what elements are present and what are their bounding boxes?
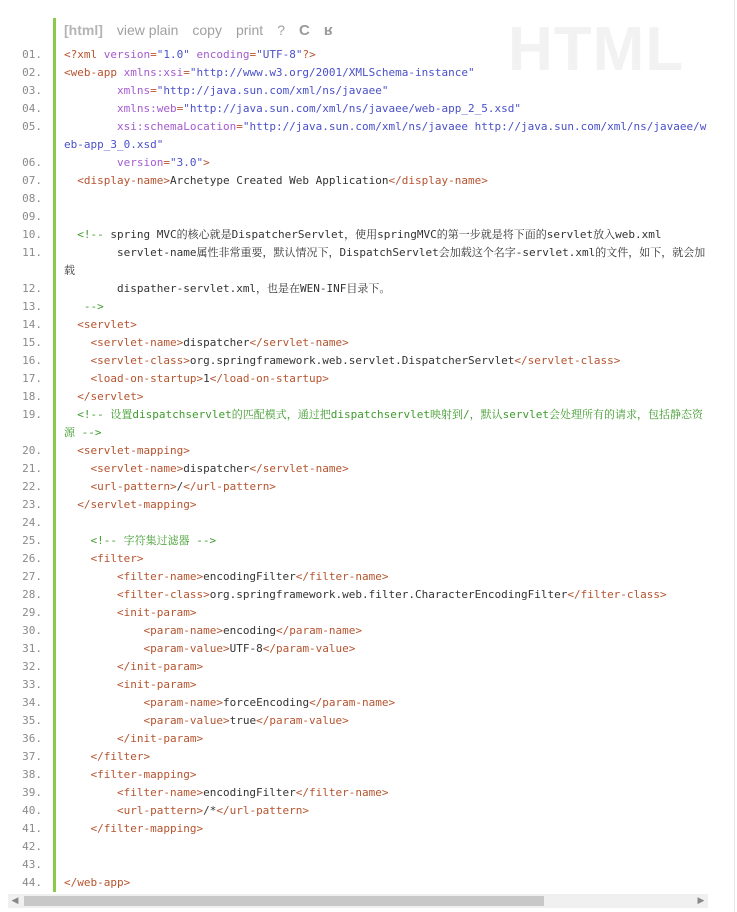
line-content xyxy=(64,226,708,244)
code-token: <url-pattern> xyxy=(90,480,177,493)
line-content xyxy=(64,172,708,190)
code-line xyxy=(0,874,708,892)
code-token: 1 xyxy=(203,372,210,385)
code-token xyxy=(64,822,91,835)
line-content xyxy=(64,676,708,694)
code-line xyxy=(0,352,708,370)
line-content xyxy=(64,658,708,676)
code-token: <display-name> xyxy=(77,174,170,187)
code-token: </display-name> xyxy=(388,174,488,187)
code-line xyxy=(0,676,708,694)
code-token: <param-value> xyxy=(143,714,230,727)
line-content xyxy=(64,730,708,748)
code-token: <servlet-class> xyxy=(90,354,190,367)
code-token: <web-app xyxy=(64,66,124,79)
line-number: 24. xyxy=(22,516,42,529)
code-token: </web-app> xyxy=(64,876,131,889)
code-token xyxy=(64,696,143,709)
code-token: "3.0" xyxy=(169,156,204,169)
scroll-right-icon[interactable]: ▶ xyxy=(697,896,705,906)
code-line xyxy=(0,334,708,352)
line-number: 17. xyxy=(22,372,42,385)
code-token xyxy=(64,588,117,601)
line-content xyxy=(64,784,708,802)
line-content xyxy=(64,334,708,352)
code-line xyxy=(0,64,708,82)
line-content xyxy=(64,64,708,82)
line-number: 02. xyxy=(22,66,42,79)
line-content xyxy=(64,388,708,406)
code-token: </servlet-mapping> xyxy=(77,498,197,511)
code-token: servlet-name属性非常重要，默认情况下，DispatchServlet会加载这个名字-servlet.xml的文件，如下，就会加载 xyxy=(64,246,706,277)
line-content xyxy=(64,532,708,550)
line-number: 15. xyxy=(22,336,42,349)
line-number: 16. xyxy=(22,354,42,367)
language-label: [html] xyxy=(64,22,103,38)
code-token: = xyxy=(150,48,157,61)
line-number: 36. xyxy=(22,732,42,745)
code-token: </param-name> xyxy=(275,624,363,637)
code-token xyxy=(64,102,117,115)
code-line xyxy=(0,298,708,316)
line-number: 03. xyxy=(22,84,42,97)
line-content xyxy=(64,370,708,388)
line-number: 25. xyxy=(22,534,42,547)
line-number: 23. xyxy=(22,498,42,511)
code-line xyxy=(0,226,708,244)
code-token xyxy=(64,480,91,493)
line-number: 28. xyxy=(22,588,42,601)
code-token: = xyxy=(183,66,190,79)
code-token: <load-on-startup> xyxy=(90,372,204,385)
code-token: xmlns:web xyxy=(116,102,177,115)
line-number: 05. xyxy=(22,120,42,133)
code-token xyxy=(64,318,77,331)
code-token xyxy=(64,606,117,619)
line-content xyxy=(64,640,708,658)
code-token: "http://java.sun.com/xml/ns/javaee/web-app_2_5.xsd" xyxy=(183,102,521,115)
code-token: </servlet-class> xyxy=(514,354,621,367)
line-content xyxy=(64,586,708,604)
code-token: xsi:schemaLocation xyxy=(116,120,237,133)
code-token xyxy=(64,408,77,421)
code-token: </servlet-name> xyxy=(249,336,349,349)
line-content xyxy=(64,748,708,766)
line-content xyxy=(64,100,708,118)
code-token: org.springframework.web.filter.CharacterEncodingFilter xyxy=(209,588,568,601)
code-line xyxy=(0,748,708,766)
line-content xyxy=(64,316,708,334)
line-number: 14. xyxy=(22,318,42,331)
line-content xyxy=(64,46,708,64)
code-line xyxy=(0,820,708,838)
code-token: version xyxy=(116,156,164,169)
code-token: true xyxy=(229,714,257,727)
code-token: <filter> xyxy=(90,552,144,565)
code-token: </filter-name> xyxy=(295,570,389,583)
code-line xyxy=(0,190,708,208)
code-token: /* xyxy=(203,804,217,817)
code-line xyxy=(0,802,708,820)
code-token: = xyxy=(150,84,157,97)
line-content xyxy=(64,298,708,316)
line-number: 01. xyxy=(22,48,42,61)
line-number: 38. xyxy=(22,768,42,781)
code-token: = xyxy=(249,48,257,61)
line-content xyxy=(64,874,708,892)
line-content xyxy=(64,550,708,568)
code-token: </init-param> xyxy=(116,732,204,745)
code-line xyxy=(0,370,708,388)
line-number: 32. xyxy=(22,660,42,673)
line-number: 30. xyxy=(22,624,42,637)
code-token xyxy=(64,660,117,673)
code-token: encoding xyxy=(196,48,250,61)
code-token: dispatcher xyxy=(183,462,250,475)
code-token: <param-value> xyxy=(143,642,230,655)
code-token: <init-param> xyxy=(116,606,197,619)
code-line xyxy=(0,838,708,856)
code-token: "http://java.sun.com/xml/ns/javaee http://java.sun.com/xml/ns/javaee/web-app_3_0.xsd" xyxy=(64,120,707,151)
copy-link[interactable]: copy xyxy=(192,22,222,38)
line-number: 12. xyxy=(22,282,42,295)
line-number: 20. xyxy=(22,444,42,457)
code-token: <?xml xyxy=(64,48,104,61)
code-token: </servlet> xyxy=(77,390,144,403)
code-token: "1.0" xyxy=(156,48,190,61)
code-toolbar xyxy=(64,20,333,40)
line-content xyxy=(64,352,708,370)
line-number: 06. xyxy=(22,156,42,169)
code-line xyxy=(0,532,708,550)
code-line xyxy=(0,640,708,658)
line-number: 43. xyxy=(22,858,42,871)
code-token: spring MVC的核心就是DispatcherServlet，使用springMVC的第一步就是将下面的servlet放入web.xml xyxy=(110,228,662,241)
horizontal-scrollbar[interactable] xyxy=(8,894,708,908)
code-token: </init-param> xyxy=(116,660,204,673)
code-token xyxy=(64,750,91,763)
code-token xyxy=(64,390,77,403)
code-token: dispatcher xyxy=(183,336,250,349)
code-token: <servlet-name> xyxy=(90,336,184,349)
code-token: = xyxy=(236,120,243,133)
code-line xyxy=(0,460,708,478)
code-token: <!-- 字符集过滤器 --> xyxy=(90,534,217,547)
code-token xyxy=(64,84,117,97)
code-token: </filter> xyxy=(90,750,151,763)
code-token xyxy=(64,624,143,637)
code-line xyxy=(0,388,708,406)
code-token: </filter-name> xyxy=(295,786,389,799)
code-token: --> xyxy=(83,300,104,313)
code-line xyxy=(0,550,708,568)
code-token: org.springframework.web.servlet.DispatcherServlet xyxy=(189,354,515,367)
code-line xyxy=(0,100,708,118)
code-block xyxy=(0,46,708,892)
code-token xyxy=(64,642,143,655)
code-line xyxy=(0,46,708,64)
code-line xyxy=(0,496,708,514)
code-token: Archetype Created Web Application xyxy=(169,174,389,187)
line-number: 42. xyxy=(22,840,42,853)
codecopy-icon[interactable]: C xyxy=(298,21,310,39)
code-token: = xyxy=(176,102,184,115)
line-number: 10. xyxy=(22,228,42,241)
code-line xyxy=(0,154,708,172)
code-token xyxy=(64,498,77,511)
code-token xyxy=(64,174,77,187)
code-token xyxy=(64,228,77,241)
code-line xyxy=(0,244,708,280)
code-token xyxy=(64,678,117,691)
code-token xyxy=(64,534,91,547)
line-content xyxy=(64,820,708,838)
code-token xyxy=(64,768,91,781)
line-number: 13. xyxy=(22,300,42,313)
code-token: </filter-class> xyxy=(567,588,667,601)
line-number: 22. xyxy=(22,480,42,493)
code-line xyxy=(0,478,708,496)
code-line xyxy=(0,694,708,712)
line-content xyxy=(64,406,708,442)
code-token: "http://java.sun.com/xml/ns/javaee" xyxy=(156,84,389,97)
line-number: 11. xyxy=(22,246,42,259)
line-number: 33. xyxy=(22,678,42,691)
code-token: <filter-name> xyxy=(116,786,204,799)
code-token xyxy=(64,552,91,565)
code-token xyxy=(64,120,117,133)
line-content xyxy=(64,604,708,622)
code-token: </url-pattern> xyxy=(216,804,310,817)
code-token: = xyxy=(163,156,170,169)
code-token: </filter-mapping> xyxy=(90,822,204,835)
code-token: <filter-mapping> xyxy=(90,768,197,781)
code-token: <servlet> xyxy=(77,318,137,331)
view-plain-link[interactable]: view plain xyxy=(116,22,179,38)
code-token: xmlns:xsi xyxy=(123,66,184,79)
scroll-thumb[interactable] xyxy=(24,896,544,906)
line-content xyxy=(64,154,708,172)
code-token: <servlet-mapping> xyxy=(77,444,190,457)
code-line xyxy=(0,712,708,730)
code-line xyxy=(0,568,708,586)
line-number: 29. xyxy=(22,606,42,619)
line-content xyxy=(64,496,708,514)
scroll-left-icon[interactable]: ◀ xyxy=(11,896,19,906)
code-token: encodingFilter xyxy=(203,570,296,583)
line-content xyxy=(64,118,708,154)
code-token: <servlet-name> xyxy=(90,462,184,475)
fork-icon[interactable]: ʁ xyxy=(323,21,333,39)
line-number: 27. xyxy=(22,570,42,583)
code-token: <!-- xyxy=(77,228,111,241)
code-token: > xyxy=(203,156,210,169)
line-number: 09. xyxy=(22,210,42,223)
code-token xyxy=(64,804,117,817)
line-content xyxy=(64,244,708,280)
code-token xyxy=(64,444,77,457)
code-line xyxy=(0,514,708,532)
language-watermark: HTML xyxy=(508,15,685,84)
code-token: "UTF-8" xyxy=(256,48,303,61)
line-number: 31. xyxy=(22,642,42,655)
code-line xyxy=(0,622,708,640)
line-content xyxy=(64,478,708,496)
code-token: <filter-class> xyxy=(116,588,210,601)
line-number: 18. xyxy=(22,390,42,403)
help-link[interactable]: ? xyxy=(277,22,285,38)
line-content xyxy=(64,280,708,298)
code-token: dispather-servlet.xml，也是在WEN-INF目录下。 xyxy=(64,282,391,295)
code-token xyxy=(64,372,91,385)
code-token xyxy=(64,336,91,349)
line-number: 19. xyxy=(22,408,42,421)
line-number: 39. xyxy=(22,786,42,799)
code-token: UTF-8 xyxy=(229,642,263,655)
line-content xyxy=(64,460,708,478)
code-token xyxy=(64,156,117,169)
code-token: / xyxy=(176,480,184,493)
code-token xyxy=(64,300,84,313)
line-content xyxy=(64,568,708,586)
code-line xyxy=(0,856,708,874)
line-content xyxy=(64,766,708,784)
line-number: 26. xyxy=(22,552,42,565)
line-content xyxy=(64,622,708,640)
code-token: xmlns xyxy=(116,84,151,97)
code-token: encodingFilter xyxy=(203,786,296,799)
code-token: ?> xyxy=(302,48,316,61)
line-content xyxy=(64,694,708,712)
code-token: <url-pattern> xyxy=(116,804,204,817)
line-number: 37. xyxy=(22,750,42,763)
code-line xyxy=(0,316,708,334)
code-token xyxy=(64,786,117,799)
code-token: </param-value> xyxy=(256,714,349,727)
code-line xyxy=(0,172,708,190)
code-token: </param-name> xyxy=(309,696,396,709)
code-token: <init-param> xyxy=(116,678,197,691)
line-number: 04. xyxy=(22,102,42,115)
line-number: 07. xyxy=(22,174,42,187)
line-number: 08. xyxy=(22,192,42,205)
line-content xyxy=(64,802,708,820)
code-token: </servlet-name> xyxy=(249,462,349,475)
line-number: 34. xyxy=(22,696,42,709)
code-line xyxy=(0,586,708,604)
line-content xyxy=(64,82,708,100)
code-token xyxy=(64,570,117,583)
code-token: forceEncoding xyxy=(222,696,310,709)
code-token: </load-on-startup> xyxy=(209,372,329,385)
line-number: 44. xyxy=(22,876,42,889)
line-number: 21. xyxy=(22,462,42,475)
code-token: <!-- 设置dispatchservlet的匹配模式，通过把dispatchservlet映射到/，默认servlet会处理所有的请求，包括静态资源 --> xyxy=(64,408,704,439)
code-line xyxy=(0,208,708,226)
code-token: encoding xyxy=(222,624,276,637)
code-line xyxy=(0,82,708,100)
line-content xyxy=(64,712,708,730)
code-line xyxy=(0,280,708,298)
line-content xyxy=(64,442,708,460)
code-line xyxy=(0,604,708,622)
page-edge-divider xyxy=(734,0,735,912)
line-number: 40. xyxy=(22,804,42,817)
line-number: 35. xyxy=(22,714,42,727)
code-line xyxy=(0,766,708,784)
line-number: 41. xyxy=(22,822,42,835)
code-token: <filter-name> xyxy=(116,570,204,583)
code-token: <param-name> xyxy=(143,624,223,637)
code-token: </param-value> xyxy=(262,642,356,655)
code-line xyxy=(0,658,708,676)
code-token: </url-pattern> xyxy=(183,480,276,493)
code-line xyxy=(0,406,708,442)
code-token xyxy=(64,714,143,727)
code-token xyxy=(64,462,91,475)
code-token xyxy=(64,354,91,367)
code-line xyxy=(0,118,708,154)
code-line xyxy=(0,730,708,748)
code-token: version xyxy=(103,48,151,61)
code-token: <param-name> xyxy=(143,696,223,709)
print-link[interactable]: print xyxy=(235,22,264,38)
code-line xyxy=(0,442,708,460)
code-line xyxy=(0,784,708,802)
code-token: "http://www.w3.org/2001/XMLSchema-instance" xyxy=(189,66,475,79)
code-token xyxy=(64,732,117,745)
